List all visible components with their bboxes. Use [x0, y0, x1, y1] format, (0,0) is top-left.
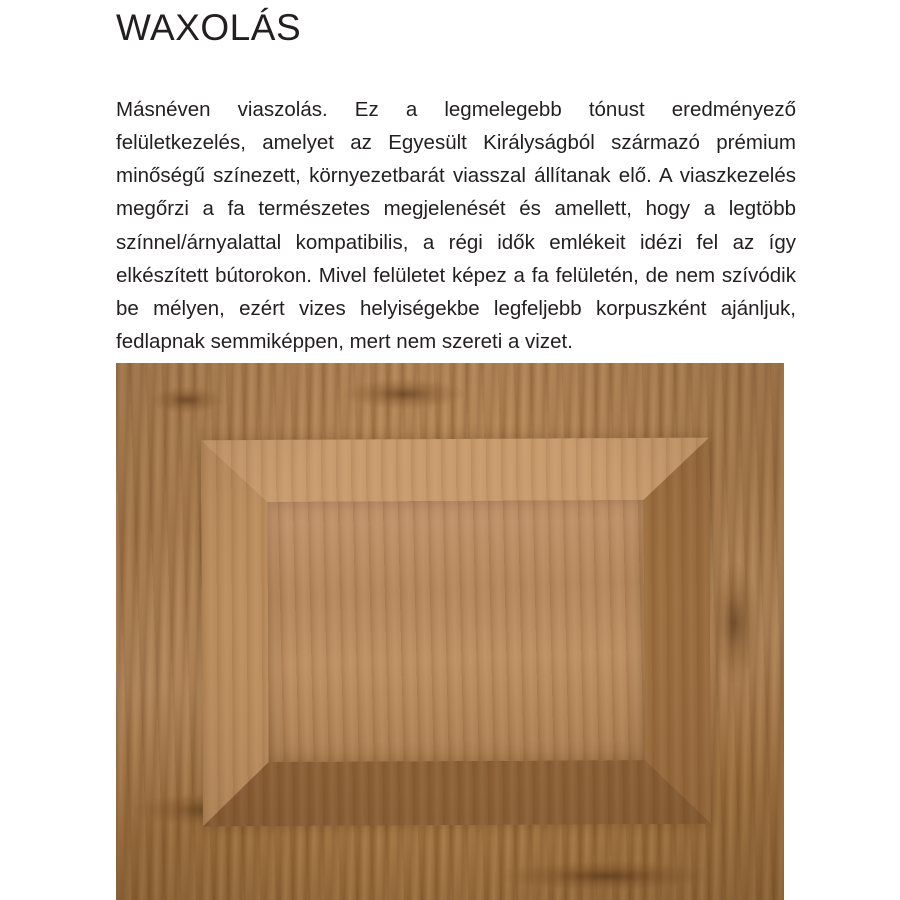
wood-knot — [344, 379, 464, 409]
wood-knot — [152, 387, 222, 413]
wood-knot — [712, 563, 758, 683]
text-column — [116, 0, 796, 358]
wood-panel-photo — [116, 363, 784, 900]
wood-knot — [496, 861, 716, 891]
body-paragraph: Másnéven viaszolás. Ez a legmelegebb tónust eredményező felületkezelés, amelyet az Egyesült Királyságból származó prémium minőségű színezett, környezetbarát viasszal állítanak elő. A viaszkezelés megőrzi a fa természetes megjelenését és amellett, hogy a legtöbb színnel/árnyalattal kompatibilis, a régi idők emlékeit idézi fel az így elkészített bútorokon. Mivel felületet képez a fa felületén, de nem szívódik be mélyen, ezért vizes helyiségekbe legfeljebb korpuszként ajánljuk, fedlapnak semmiképpen, mert nem szereti a vizet. — [116, 97, 796, 354]
panel-center-field — [267, 500, 644, 762]
page-title: WAXOLÁS — [116, 7, 302, 48]
cabinet-door-panel — [201, 438, 711, 827]
wood-background — [116, 363, 784, 900]
